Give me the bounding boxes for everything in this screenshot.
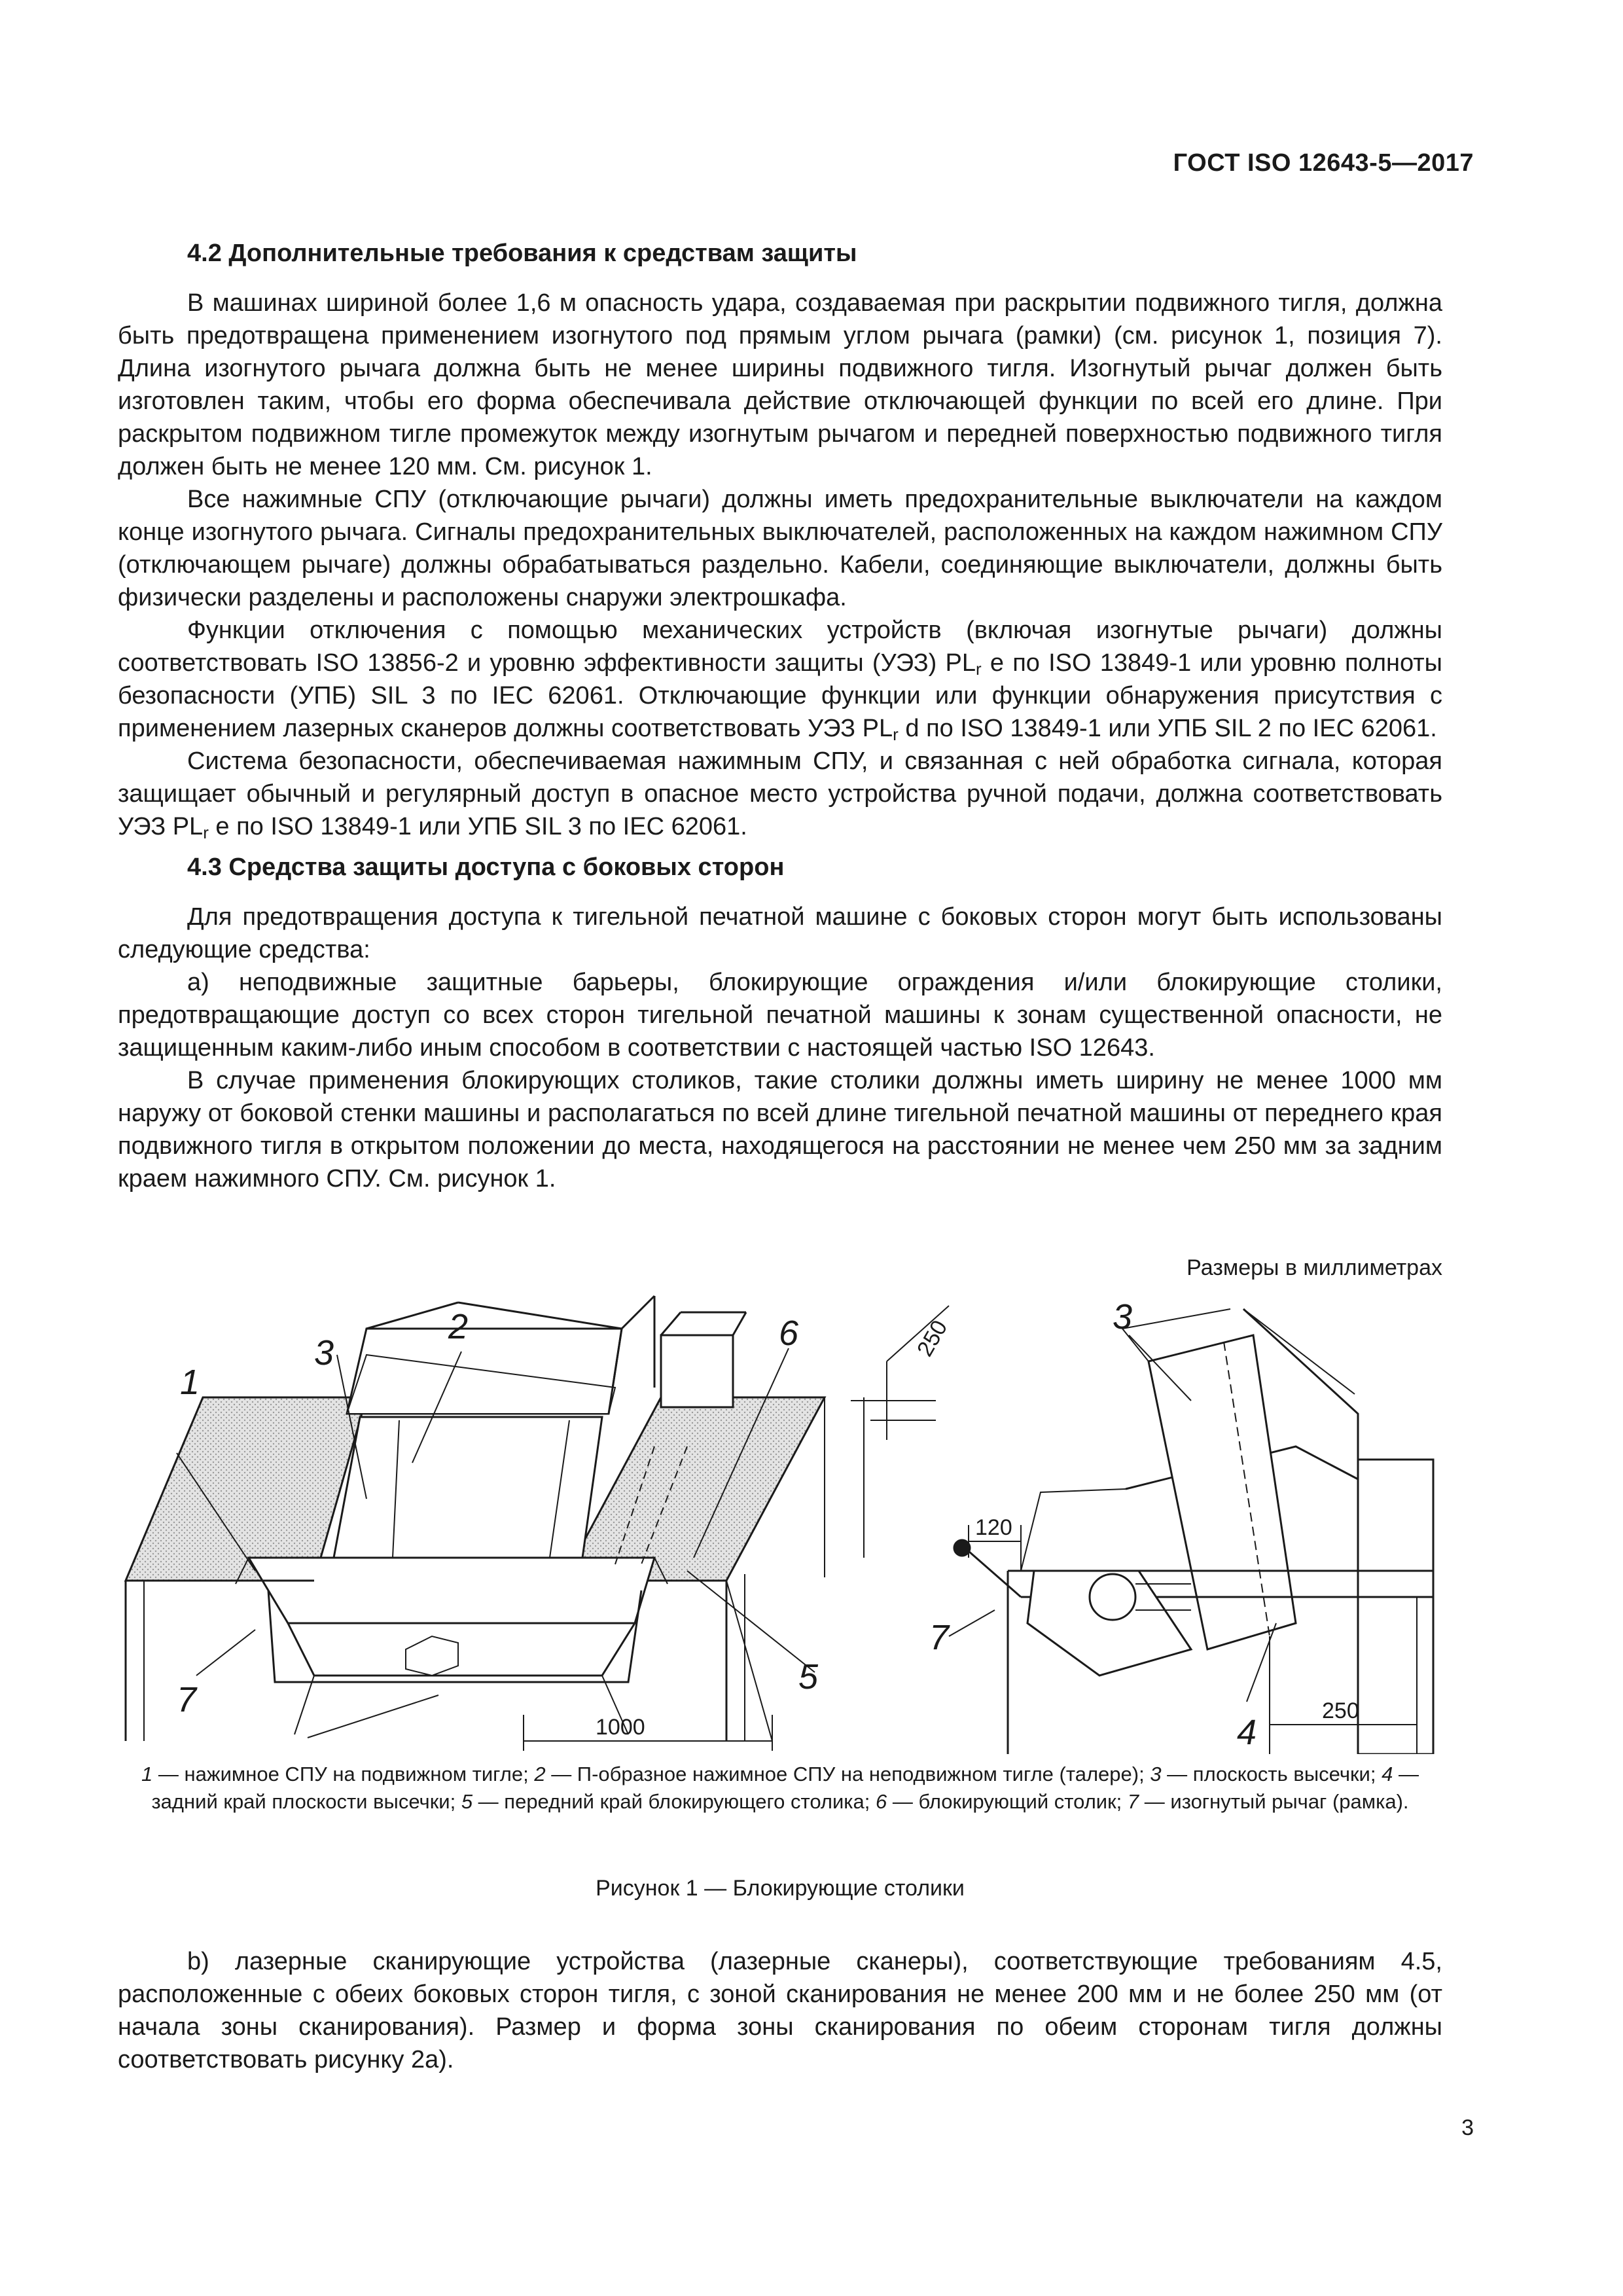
paragraph: В машинах шириной более 1,6 м опасность удара, создаваемая при раскрытии подвижного тигля, должна быть предотвращена применением изогнутого под прямым углом рычага (рамки) (см. рисунок 1, позиция 7). Длина изогнутого рычага должна быть не менее ширины подвижного тигля. Изогнутый рычаг должен быть изготовлен таким, чтобы его форма обеспечивала действие отключающей функции по всей его длине. При раскрытом подвижном тигле промежуток между изогнутым рычагом и передней поверхностью подвижного тигля должен быть не менее 120 мм. См. рисунок 1. xyxy=(118,289,1442,480)
legend-number: 7 xyxy=(1127,1790,1139,1813)
legend-number: 5 xyxy=(461,1790,473,1813)
lever-ball xyxy=(954,1540,970,1556)
left-drawing xyxy=(126,1296,949,1751)
dimensions-note: Размеры в миллиметрах xyxy=(1186,1255,1442,1280)
subscript: r xyxy=(976,659,982,679)
page-number: 3 xyxy=(1461,2115,1474,2140)
section-item-b xyxy=(118,1945,1442,2076)
figure-legend xyxy=(118,1761,1442,1816)
paragraph xyxy=(118,614,1442,745)
figure-1-drawing xyxy=(118,1283,1442,1754)
label-5: 5 xyxy=(798,1657,819,1696)
text-run: Функции отключения с помощью механических устройств (включая изогнутые рычаги) должны соответствовать ISO 13856-2 и уровню эффективности защиты (УЭЗ) PL xyxy=(118,617,1442,677)
section-4-2 xyxy=(118,229,1442,1195)
section-4-3-heading: 4.3 Средства защиты доступа с боковых сторон xyxy=(187,853,785,881)
text-run: e по ISO 13849-1 или УПБ SIL 3 по IEC 62061. xyxy=(208,813,747,840)
right-drawing xyxy=(949,1309,1433,1754)
legend-text: — П-образное нажимное СПУ на неподвижном тигле (талере); xyxy=(545,1763,1150,1785)
legend-text: — блокирующий столик; xyxy=(887,1790,1128,1813)
label-7: 7 xyxy=(177,1680,197,1719)
dimension-1000: 1000 xyxy=(596,1715,645,1740)
text-run: d по ISO 13849-1 или УПБ SIL 2 по IEC 62061. xyxy=(898,715,1437,742)
paragraph: В случае применения блокирующих столиков, такие столики должны иметь ширину не менее 1000 мм наружу от боковой стенки машины и располагаться по всей длине тигельной печатной машины от переднего края подвижного тигля в открытом положении до места, находящегося на расстоянии не менее чем 250 мм за задним краем нажимного СПУ. См. рисунок 1. xyxy=(118,1067,1442,1193)
dimension-250-right: 250 xyxy=(1322,1698,1359,1723)
label-3-right: 3 xyxy=(1113,1297,1133,1336)
legend-text: — плоскость высечки; xyxy=(1161,1763,1382,1785)
subscript: r xyxy=(893,725,899,744)
text-run: e по ISO 13849-1 или уровню полноты безопасности (УПБ) SIL 3 по IEC 62061. Отключающие функции или функции обнаружения присутствия с применением лазерных сканеров должны соответствовать УЭЗ PL xyxy=(118,649,1442,742)
dimension-250-top: 250 xyxy=(912,1316,953,1361)
paragraph: b) лазерные сканирующие устройства (лазерные сканеры), соответствующие требованиям 4.5, расположенные с обеих боковых сторон тигля, с зоной сканирования не менее 200 мм и не более 250 мм (от начала зоны сканирования). Размер и форма зоны сканирования по обеим сторонам тигля должны соответствовать рисунку 2а). xyxy=(118,1948,1442,2073)
dimension-120: 120 xyxy=(975,1515,1012,1540)
paragraph: Для предотвращения доступа к тигельной печатной машине с боковых сторон могут быть использованы следующие средства: xyxy=(118,903,1442,963)
paragraph: Все нажимные СПУ (отключающие рычаги) должны иметь предохранительные выключатели на каждом конце изогнутого рычага. Сигналы предохранительных выключателей, расположенных на каждом нажимном СПУ (отключающем рычаге) должны обрабатываться раздельно. Кабели, соединяющие выключатели, должны быть физически разделены и расположены снаружи электрошкафа. xyxy=(118,486,1442,611)
legend-text: — задний край плоскости высечки; xyxy=(151,1763,1419,1813)
label-2: 2 xyxy=(448,1307,469,1346)
legend-number: 6 xyxy=(876,1790,887,1813)
right-table-top xyxy=(563,1397,825,1581)
legend-number: 2 xyxy=(534,1763,546,1785)
left-table-top xyxy=(126,1397,366,1581)
moving-platen xyxy=(249,1558,654,1623)
paragraph xyxy=(118,745,1442,843)
subscript: r xyxy=(203,823,209,842)
label-6: 6 xyxy=(779,1314,799,1353)
paragraph: a) неподвижные защитные барьеры, блокирующие ограждения и/или блокирующие столики, предотвращающие доступ со всех сторон тигельной печатной машины к зонам существенной опасности, не защищенным каким-либо иным способом в соответствии с настоящей частью ISO 12643. xyxy=(118,969,1442,1062)
legend-number: 1 xyxy=(141,1763,153,1785)
label-7-right: 7 xyxy=(929,1618,950,1657)
text-run: Система безопасности, обеспечиваемая нажимным СПУ, и связанная с ней обработка сигнала, которая защищает обычный и регулярный доступ в опасное место устройства ручной подачи, должна соответствовать УЭЗ PL xyxy=(118,747,1442,840)
figure-title: Рисунок 1 — Блокирующие столики xyxy=(596,1876,965,1901)
legend-text: — изогнутый рычаг (рамка). xyxy=(1139,1790,1409,1813)
figure-1 xyxy=(118,1283,1442,1754)
legend-text: — нажимное СПУ на подвижном тигле; xyxy=(152,1763,535,1785)
label-3: 3 xyxy=(314,1333,334,1372)
label-1: 1 xyxy=(180,1363,200,1402)
legend-number: 3 xyxy=(1150,1763,1162,1785)
die-cutting-plane xyxy=(334,1417,602,1558)
legend-text: — передний край блокирующего столика; xyxy=(473,1790,876,1813)
label-4: 4 xyxy=(1237,1713,1257,1752)
section-4-2-heading: 4.2 Дополнительные требования к средствам защиты xyxy=(187,240,857,267)
legend-number: 4 xyxy=(1382,1763,1393,1785)
document-code: ГОСТ ISO 12643-5—2017 xyxy=(1173,149,1474,177)
